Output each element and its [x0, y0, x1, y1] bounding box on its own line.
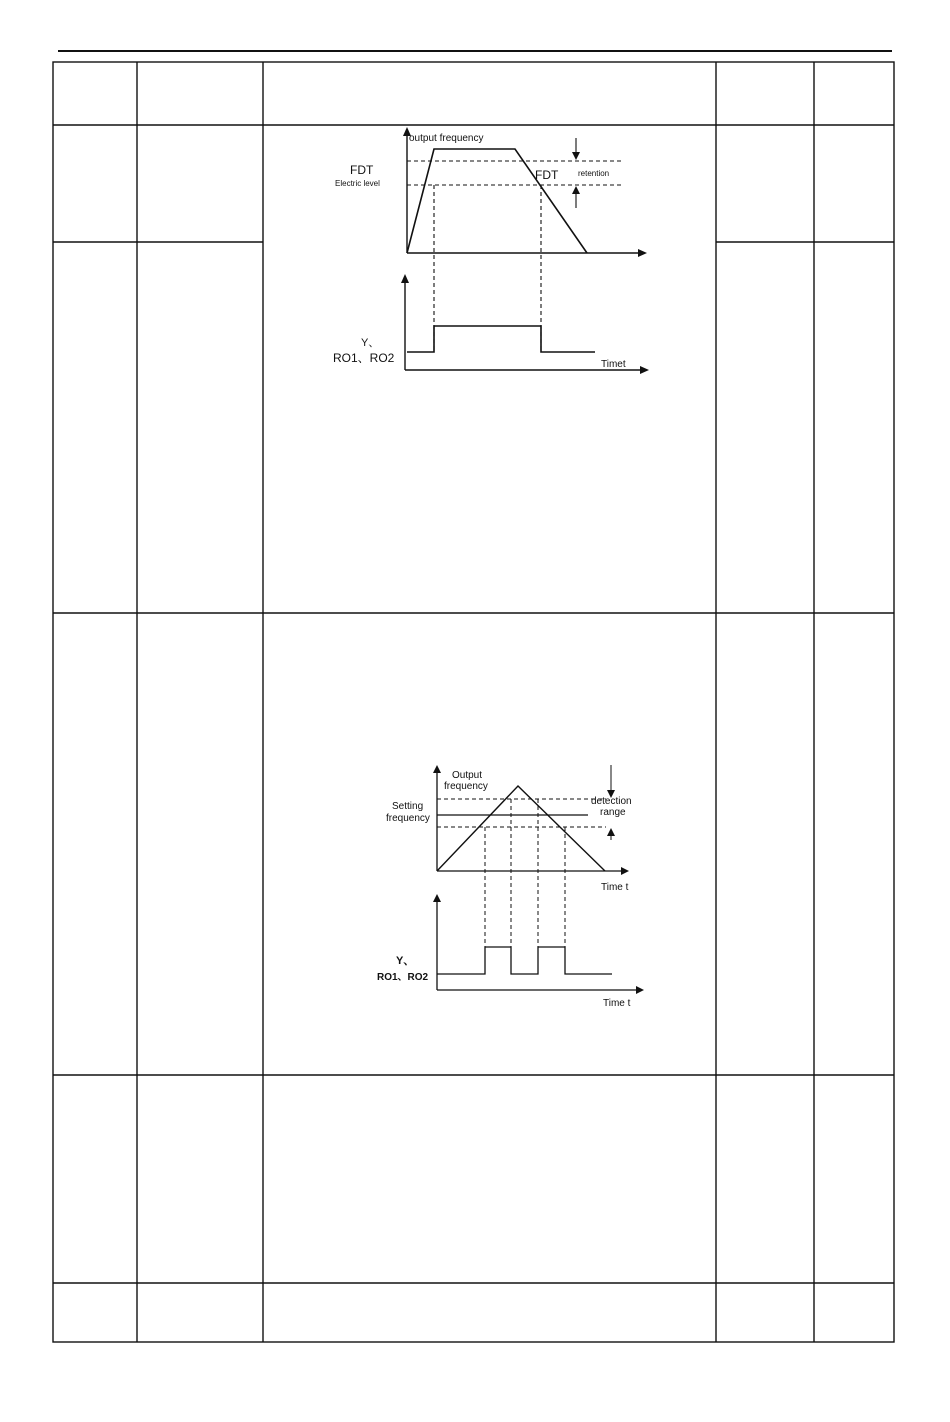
fdt-retention-fdt: FDT: [535, 168, 559, 182]
range-label-line2: range: [600, 807, 626, 818]
time-label-bottom: Time t: [603, 998, 631, 1009]
output-signal-pulse: [407, 326, 595, 352]
setting-label-line2: frequency: [386, 813, 430, 824]
fdt-retention-label: retention: [578, 169, 610, 178]
signal-label-y: Y、: [361, 337, 380, 349]
fdt-timing-diagram: [325, 126, 655, 376]
detection-range-diagram: [370, 760, 650, 1015]
electric-level-label: Electric level: [335, 179, 380, 188]
output-signal-pulses: [437, 947, 612, 974]
setting-label-line1: Setting: [392, 801, 424, 812]
signal-label-ro: RO1、RO2: [333, 351, 395, 365]
output-frequency-label: output frequency: [409, 133, 484, 144]
time-label-top: Time t: [601, 882, 629, 893]
signal-label-ro: RO1、RO2: [377, 972, 429, 983]
fdt-label: FDT: [350, 163, 374, 177]
signal-label-y: Y、: [396, 955, 415, 967]
range-label-line1: detection: [591, 796, 632, 807]
output-label-line1: Output: [452, 770, 483, 781]
output-label-line2: frequency: [444, 781, 488, 792]
time-label: Timet: [601, 359, 626, 370]
